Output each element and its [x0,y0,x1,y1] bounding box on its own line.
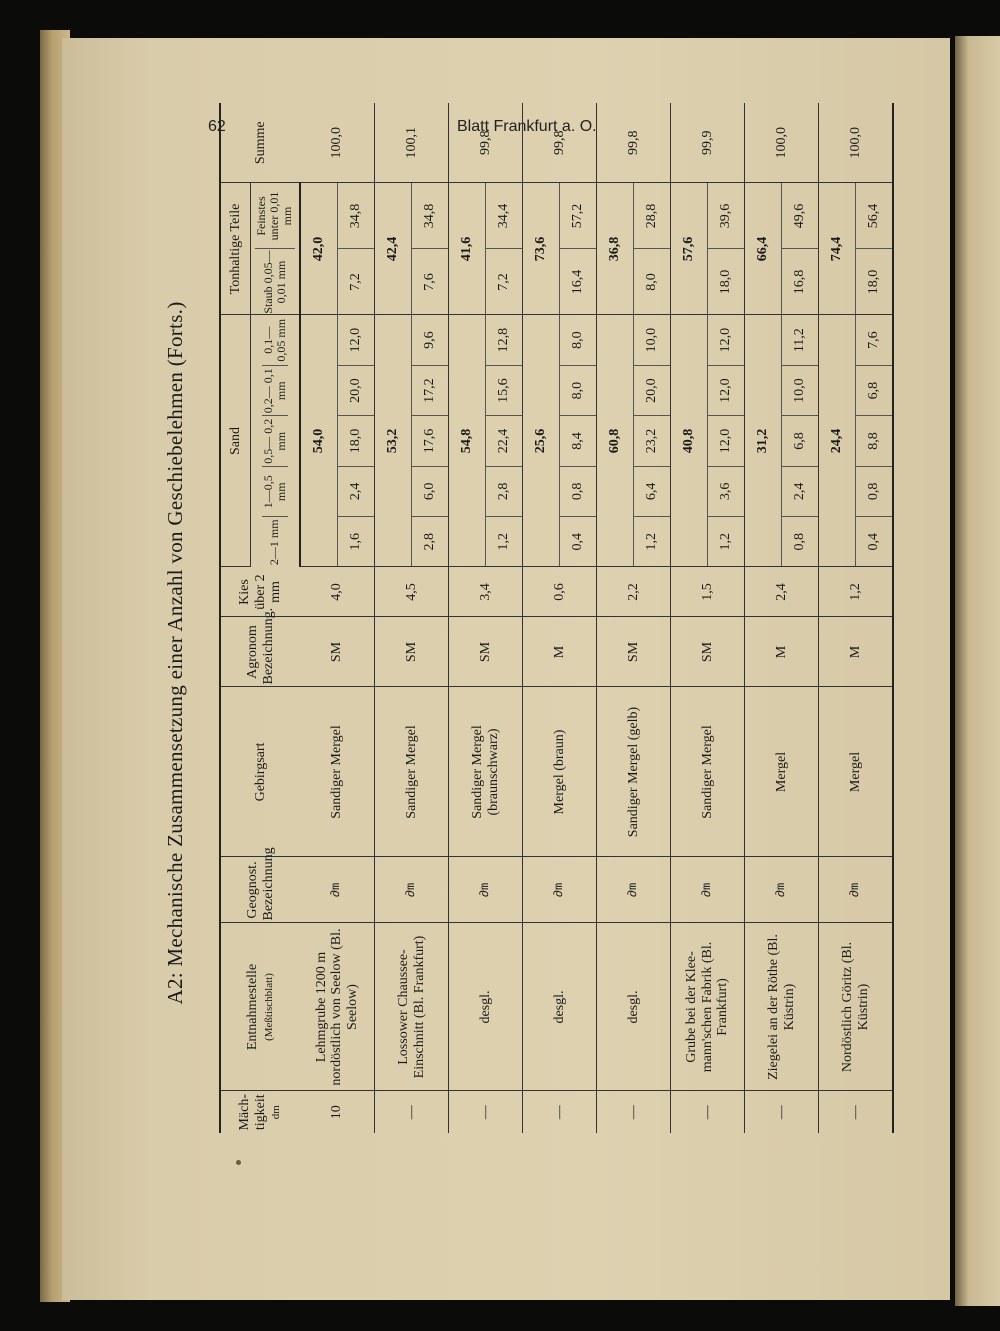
header-gravel: Kies über 2 mm [220,567,300,617]
row-clay-group [671,183,745,315]
row-thickness: 10 [329,1105,345,1120]
row-location: Lossower Chaussee-Einschnitt (Bl. Frankfurt) [375,923,449,1091]
row-sum: 100,1 [375,103,449,183]
row-geognost: ∂m [449,857,523,923]
row-sand-fraction: 2,4 [782,467,818,517]
row-clay-total: 57,6 [671,184,708,315]
header-location: Entnahmestelle (Meßtischblatt) [220,923,300,1091]
row-clay-fraction: 7,2 [496,273,512,291]
row-clay-fraction: 56,4 [856,184,892,250]
row-thickness: — [449,1091,523,1133]
row-clay-total: 41,6 [449,184,486,315]
row-sand-fraction: 17,2 [412,366,448,416]
row-clay-fraction: 16,8 [792,269,808,295]
row-rock-type: Mergel [819,687,894,857]
row-sand-fraction: 12,0 [708,416,744,466]
row-clay-total: 36,8 [597,184,634,315]
header-clay: Tonhaltige Teile [220,183,250,315]
header-clay-dust: Staub 0,05— 0,01 mm [260,250,288,314]
table-title: A2: Mechanische Zusammensetzung einer Anzahl von Geschiebelehmen (Forts.) [163,301,187,1005]
row-thickness: — [745,1091,819,1133]
row-sand-fraction: 12,8 [486,315,522,365]
row-sand-fraction: 1,2 [496,533,512,551]
row-sand-group [375,315,449,567]
row-geognost: ∂m [597,857,671,923]
row-thickness: — [819,1091,894,1133]
row-sand-fraction: 23,2 [634,416,670,466]
row-agronom: SM [671,617,745,687]
row-clay-fraction: 34,4 [486,184,522,250]
row-location: desgl. [597,923,671,1091]
row-clay-fraction: 28,8 [634,184,670,250]
row-sand-fraction: 7,6 [856,315,892,365]
row-clay-fraction: 18,0 [718,269,734,295]
adjacent-page-edge [955,36,1000,1306]
row-sand-fraction: 12,0 [338,315,374,365]
row-sand-fraction: 1,6 [348,533,364,551]
header-thickness: Mäch-tigkeit dm [220,1091,300,1133]
row-gravel: 4,0 [300,567,375,617]
row-sand-fraction: 2,8 [486,467,522,517]
row-location: Grube bei der Klee-mann'schen Fabrik (Bl. Frankfurt) [671,923,745,1091]
header-clay-fractions [250,183,300,315]
row-clay-fraction: 8,0 [644,273,660,291]
row-thickness: — [671,1091,745,1133]
table-row [819,103,894,1133]
row-clay-total: 66,4 [745,184,782,315]
row-sand-fraction: 20,0 [338,366,374,416]
row-thickness: — [523,1091,597,1133]
row-sand-fraction: 9,6 [412,315,448,365]
row-geognost: ∂m [671,857,745,923]
row-sand-group [523,315,597,567]
row-sand-fraction: 15,6 [486,366,522,416]
header-agronom: Agronom Bezeichnung. [220,617,300,687]
row-sand-fraction: 12,0 [708,315,744,365]
row-sand-fraction: 3,6 [708,467,744,517]
row-sand-fraction: 6,8 [782,416,818,466]
row-sand-fraction: 0,4 [866,533,882,551]
row-agronom: SM [300,617,375,687]
row-sand-total: 31,2 [745,316,782,567]
row-location: desgl. [449,923,523,1091]
row-sand-fraction: 1,2 [718,533,734,551]
row-sand-fraction: 11,2 [782,315,818,365]
row-sum: 100,0 [300,103,375,183]
row-agronom: SM [449,617,523,687]
row-clay-group [523,183,597,315]
header-sand: Sand [220,315,250,567]
header-sand-1-05: 1—0,5 mm [262,467,288,518]
row-clay-fraction: 39,6 [708,184,744,250]
row-sand-fraction: 8,4 [560,416,596,466]
row-sand-fraction: 1,2 [644,533,660,551]
row-sum: 100,0 [819,103,894,183]
row-geognost: ∂m [819,857,894,923]
row-clay-total: 73,6 [523,184,560,315]
row-clay-total: 42,0 [301,184,338,315]
row-rock-type: Sandiger Mergel [300,687,375,857]
row-sand-total: 25,6 [523,316,560,567]
row-clay-fraction: 7,6 [422,273,438,291]
row-rock-type: Sandiger Mergel (gelb) [597,687,671,857]
row-sand-group [819,315,894,567]
row-rock-type: Mergel (braun) [523,687,597,857]
row-clay-fraction: 16,4 [570,269,586,295]
row-geognost: ∂m [523,857,597,923]
header-sand-2-1: 2—1 mm [267,519,282,566]
row-clay-group [449,183,523,315]
row-sum: 99,8 [597,103,671,183]
row-clay-fraction: 34,8 [412,184,448,250]
header-sand-01-005: 0,1— 0,05 mm [262,316,288,367]
row-sand-fraction: 18,0 [338,416,374,466]
row-clay-fraction: 57,2 [560,184,596,250]
row-geognost: ∂m [375,857,449,923]
row-sand-group [300,315,375,567]
table-row [745,103,819,1133]
composition-table [219,103,894,1133]
row-sum: 99,8 [449,103,523,183]
row-sand-fraction: 20,0 [634,366,670,416]
row-sand-fraction: 12,0 [708,366,744,416]
row-clay-group [745,183,819,315]
running-title: Blatt Frankfurt a. O. [457,118,597,135]
row-sand-total: 24,4 [819,316,856,567]
row-location: Ziegelei an der Röthe (Bl. Küstrin) [745,923,819,1091]
row-clay-group [819,183,894,315]
paper-speck [236,1160,241,1165]
row-sand-fraction: 2,4 [338,467,374,517]
row-sand-fraction: 10,0 [634,315,670,365]
row-sand-group [745,315,819,567]
row-gravel: 2,4 [745,567,819,617]
row-geognost: ∂m [745,857,819,923]
row-sand-fraction: 0,4 [570,533,586,551]
table-row [300,103,375,1133]
row-rock-type: Sandiger Mergel [375,687,449,857]
row-sum: 100,0 [745,103,819,183]
row-location: desgl. [523,923,597,1091]
table-row [375,103,449,1133]
row-gravel: 1,2 [819,567,894,617]
row-gravel: 3,4 [449,567,523,617]
row-agronom: M [745,617,819,687]
row-sand-total: 40,8 [671,316,708,567]
row-clay-fraction: 49,6 [782,184,818,250]
row-clay-fraction: 7,2 [348,273,364,291]
table-row [449,103,523,1133]
header-sand-02-01: 0,2— 0,1 mm [262,366,288,417]
row-location: Lehmgrube 1200 m nordöstlich von Seelow (Bl. Seelow) [300,923,375,1091]
row-rock-type: Sandiger Mergel [671,687,745,857]
row-sand-fraction: 0,8 [856,467,892,517]
row-rock-type: Mergel [745,687,819,857]
row-location: Nordöstlich Göritz (Bl. Küstrin) [819,923,894,1091]
header-sand-fractions [250,315,300,567]
row-sand-fraction: 6,0 [412,467,448,517]
row-agronom: SM [375,617,449,687]
row-agronom: M [819,617,894,687]
row-clay-fraction: 34,8 [338,184,374,250]
table-row [671,103,745,1133]
row-sand-fraction: 0,8 [792,533,808,551]
row-agronom: M [523,617,597,687]
row-sand-group [449,315,523,567]
row-sand-fraction: 17,6 [412,416,448,466]
header-sum: Summe [220,103,300,183]
row-clay-group [300,183,375,315]
header-sand-05-02: 0,5— 0,2 mm [262,417,288,468]
row-gravel: 0,6 [523,567,597,617]
page-number: 62 [208,118,226,135]
row-geognost: ∂m [300,857,375,923]
row-sand-fraction: 22,4 [486,416,522,466]
row-agronom: SM [597,617,671,687]
row-thickness: — [597,1091,671,1133]
row-sand-total: 54,8 [449,316,486,567]
row-clay-total: 74,4 [819,184,856,315]
table-row [523,103,597,1133]
row-sand-group [671,315,745,567]
header-clay-finest: Feinstes unter 0,01 mm [255,184,295,250]
table-body [300,103,893,1133]
row-sand-fraction: 8,0 [560,315,596,365]
row-sand-fraction: 6,8 [856,366,892,416]
row-gravel: 2,2 [597,567,671,617]
row-thickness: — [375,1091,449,1133]
row-clay-group [597,183,671,315]
row-clay-total: 42,4 [375,184,412,315]
row-gravel: 4,5 [375,567,449,617]
row-clay-fraction: 18,0 [866,269,882,295]
row-sum: 99,9 [671,103,745,183]
header-geognost: Geognost. Bezeichnung [220,857,300,923]
row-sand-fraction: 10,0 [782,366,818,416]
row-rock-type: Sandiger Mergel (braunschwarz) [449,687,523,857]
table-row [597,103,671,1133]
row-sand-fraction: 8,8 [856,416,892,466]
row-sand-group [597,315,671,567]
row-sand-fraction: 8,0 [560,366,596,416]
row-sand-fraction: 6,4 [634,467,670,517]
row-sand-fraction: 2,8 [422,533,438,551]
row-sand-total: 54,0 [301,316,338,567]
row-clay-group [375,183,449,315]
row-sum: 99,8 [523,103,597,183]
row-sand-total: 60,8 [597,316,634,567]
row-gravel: 1,5 [671,567,745,617]
header-rock-type: Gebirgsart [220,687,300,857]
row-sand-fraction: 0,8 [560,467,596,517]
row-sand-total: 53,2 [375,316,412,567]
